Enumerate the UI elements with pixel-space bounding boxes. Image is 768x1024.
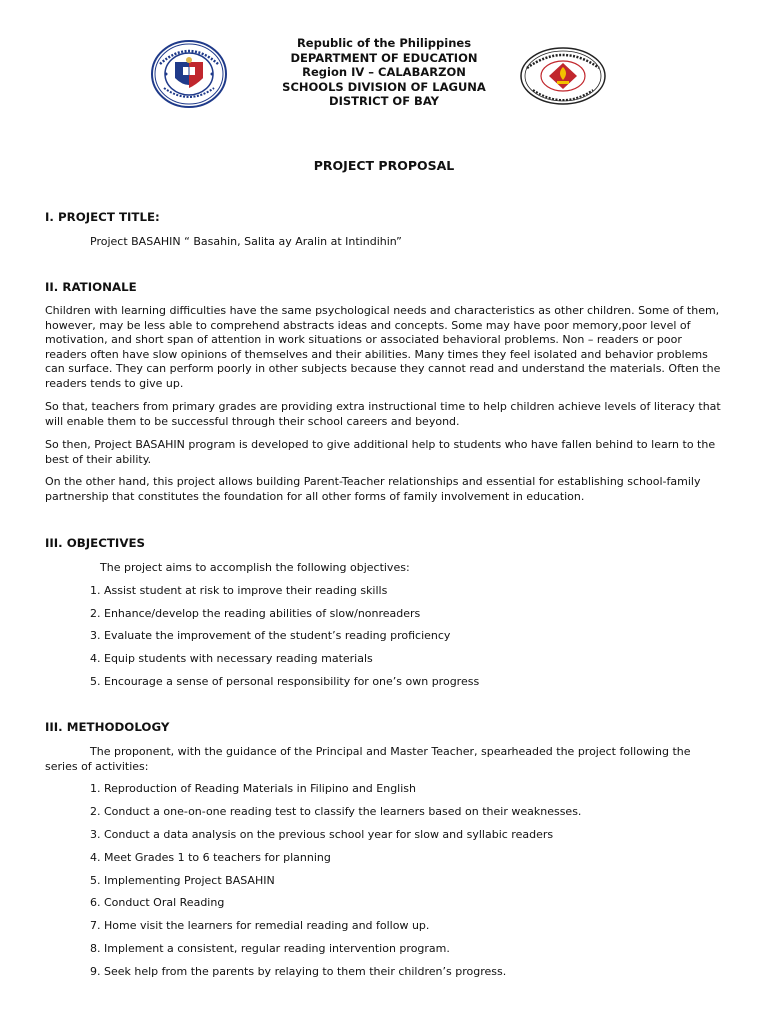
header-line-republic: Republic of the Philippines [296, 36, 472, 50]
methodology-heading: III. METHODOLOGY [45, 720, 170, 734]
methodology-item: 7. Home visit the learners for remedial reading and follow up. [90, 919, 430, 932]
objective-item: 5. Encourage a sense of personal responsibility for one’s own progress [90, 675, 480, 688]
rationale-paragraph-2: So that, teachers from primary grades are providing extra instructional time to help children achieve levels of literacy that will enable them to be successful through their school careers and beyond. [45, 400, 721, 428]
school-seal-logo [519, 46, 607, 106]
objective-item: 2. Enhance/develop the reading abilities of slow/nonreaders [90, 607, 421, 620]
header-line-region: Region IV – CALABARZON [302, 65, 466, 79]
methodology-item: 2. Conduct a one-on-one reading test to classify the learners based on their weaknesses. [90, 805, 582, 818]
methodology-item: 5. Implementing Project BASAHIN [90, 874, 275, 887]
header-line-district: DISTRICT OF BAY [329, 94, 439, 108]
letterhead [0, 36, 768, 109]
methodology-item: 1. Reproduction of Reading Materials in Filipino and English [90, 782, 416, 795]
objectives-heading: III. OBJECTIVES [45, 536, 146, 550]
header-line-division: SCHOOLS DIVISION OF LAGUNA [282, 79, 486, 94]
objective-item: 4. Equip students with necessary reading materials [90, 652, 373, 665]
objective-item: 1. Assist student at risk to improve their reading skills [90, 584, 388, 597]
project-title-text: Project BASAHIN “ Basahin, Salita ay Aralin at Intindihin” [90, 235, 402, 248]
objective-item: 3. Evaluate the improvement of the student’s reading proficiency [90, 629, 451, 642]
methodology-intro: The proponent, with the guidance of the Principal and Master Teacher, spearheaded the project following the series of activities: [45, 745, 691, 773]
methodology-item: 6. Conduct Oral Reading [90, 896, 225, 909]
rationale-paragraph-3: So then, Project BASAHIN program is developed to give additional help to students who have fallen behind to learn to the best of their ability. [45, 438, 716, 466]
objectives-intro: The project aims to accomplish the following objectives: [100, 561, 410, 574]
header-line-department: DEPARTMENT OF EDUCATION [290, 50, 478, 65]
methodology-item: 3. Conduct a data analysis on the previous school year for slow and syllabic readers [90, 828, 554, 841]
methodology-item: 8. Implement a consistent, regular reading intervention program. [90, 942, 450, 955]
methodology-item: 9. Seek help from the parents by relaying to them their children’s progress. [90, 965, 507, 978]
rationale-paragraph-1: Children with learning difficulties have the same psychological needs and characteristics as other children. Some of them, however, may be less able to comprehend abstracts ideas and concepts. Some may have poor memory,poor level of motivation, and short span of attention in work situations or associated behavioral problems. Non – readers or poor readers often have slow opinions of themselves and their abilities. Many times they feel isolated and behavior problems can surface. They can perform poorly in other subjects because they cannot read and understand the materials. Often the readers tends to give up. [45, 304, 721, 390]
rationale-heading: II. RATIONALE [45, 280, 137, 294]
rationale-paragraph-4: On the other hand, this project allows building Parent-Teacher relationships and essential for establishing school-family partnership that constitutes the foundation for all other forms of family involvement in education. [45, 475, 701, 503]
methodology-item: 4. Meet Grades 1 to 6 teachers for planning [90, 851, 331, 864]
project-title-heading: I. PROJECT TITLE: [45, 210, 160, 224]
document-title: PROJECT PROPOSAL [313, 158, 455, 173]
